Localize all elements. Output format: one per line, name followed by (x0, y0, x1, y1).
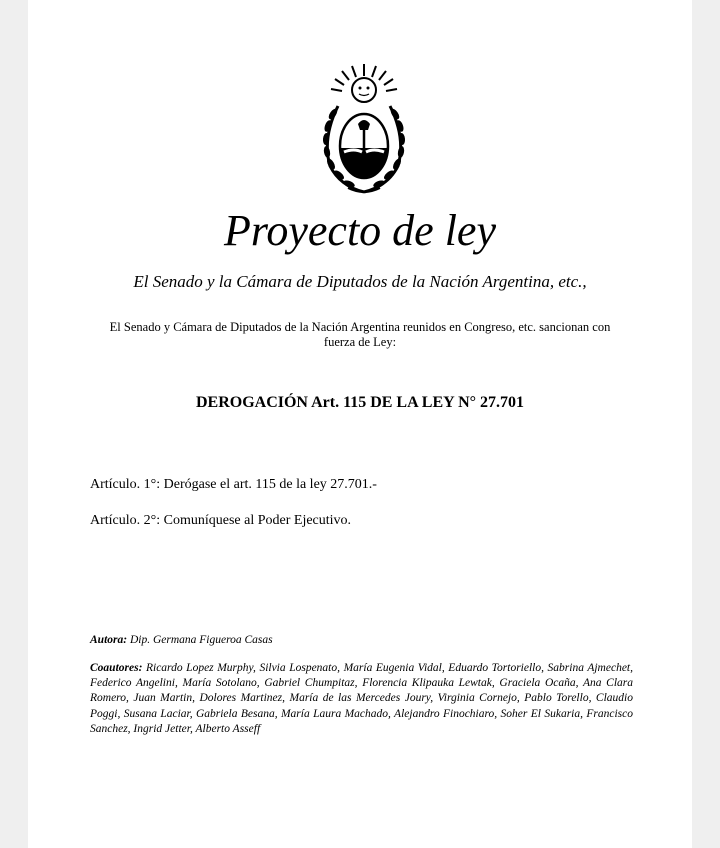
coauthors-label: Coautores: (90, 662, 143, 674)
author-name: Dip. Germana Figueroa Casas (129, 634, 273, 646)
coat-of-arms-icon (318, 62, 410, 200)
sanction-formula: El Senado y Cámara de Diputados de la Nación Argentina reunidos en Congreso, etc. sancionan con fuerza de Ley: (109, 320, 611, 349)
article-1: Artículo. 1°: Derógase el art. 115 de la ley 27.701.- (90, 477, 377, 492)
coauthors-list: Ricardo Lopez Murphy, Silvia Lospenato, María Eugenia Vidal, Eduardo Tortoriello, Sabrina Ajmechet, Federico Angelini, María Sotolano, Gabriel Chumpitaz, Florencia Klipauka Lewtak, Graciela Ocaña, Ana Clara Romero, Juan Martin, Dolores Martinez, María de las Mercedes Joury, Virginia Cornejo, Pablo Torello, Claudio Poggi, Susana Laciar, Gabriela Besana, María Laura Machado, Alejandro Finochiaro, Soher El Sukaria, Francisco Sanchez, Ingrid Jetter, Alberto Asseff (90, 662, 633, 735)
document-title: Proyecto de ley (224, 206, 496, 255)
author-label: Autora: (90, 634, 128, 646)
article-2: Artículo. 2°: Comuníquese al Poder Ejecutivo. (90, 513, 352, 528)
author-line (90, 633, 650, 647)
bill-heading: DEROGACIÓN Art. 115 DE LA LEY N° 27.701 (195, 394, 525, 411)
document-subtitle: El Senado y la Cámara de Diputados de la Nación Argentina, etc., (133, 272, 587, 291)
coauthors-block (90, 661, 633, 737)
document-page (28, 0, 692, 848)
